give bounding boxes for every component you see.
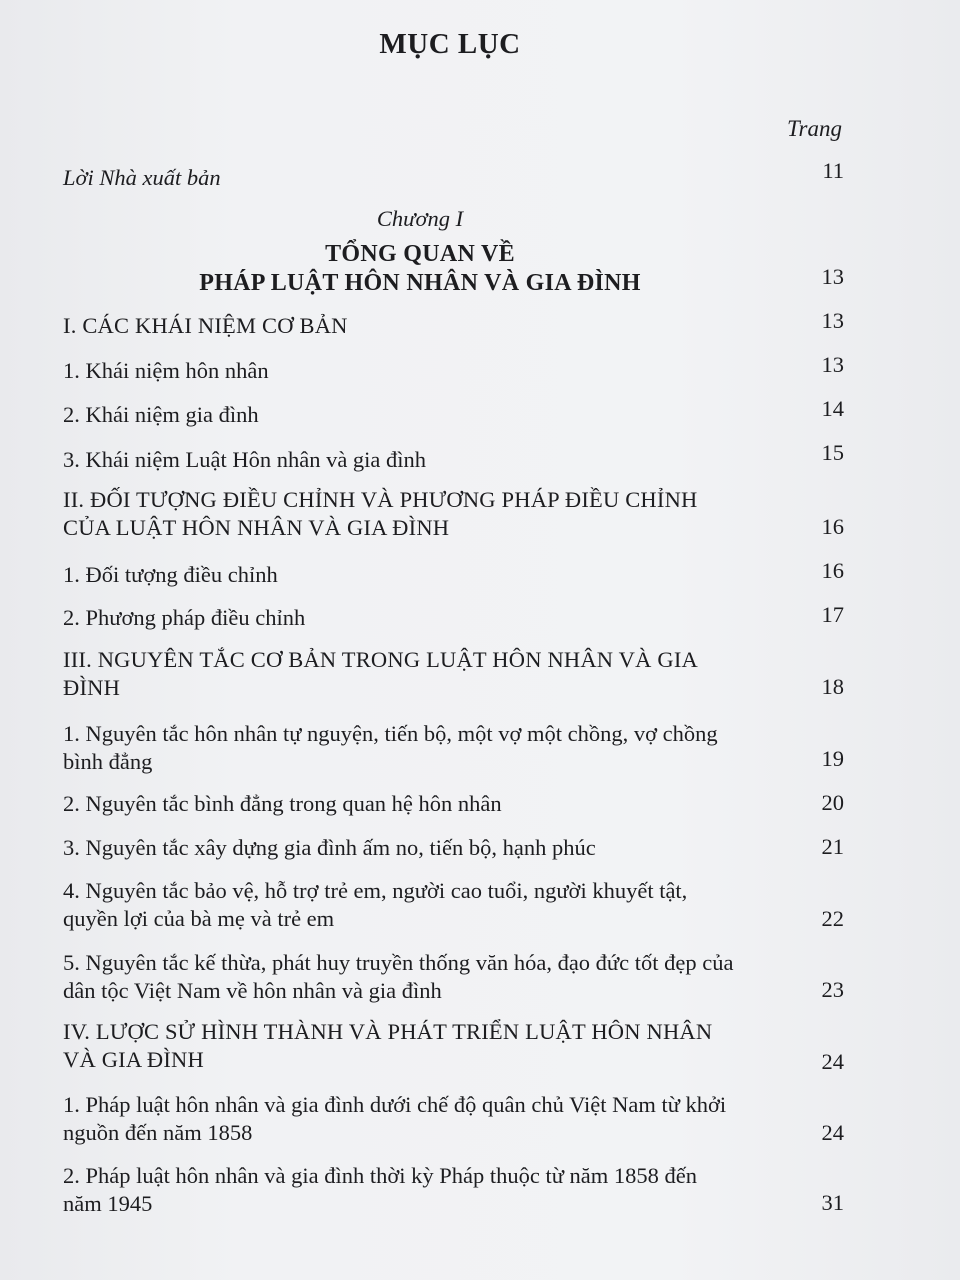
toc-section-heading: III. NGUYÊN TẮC CƠ BẢN TRONG LUẬT HÔN NHÂN VÀ GIA ĐÌNH bbox=[63, 647, 697, 700]
toc-entry: 2. Phương pháp điều chỉnh bbox=[63, 605, 306, 630]
toc-entry: 2. Khái niệm gia đình bbox=[63, 402, 259, 427]
page-column-label: Trang bbox=[787, 116, 842, 141]
chapter-title-line: PHÁP LUẬT HÔN NHÂN VÀ GIA ĐÌNH bbox=[199, 270, 641, 296]
toc-page-number: 20 bbox=[821, 790, 844, 815]
toc-page-number: 13 bbox=[821, 264, 844, 289]
toc-entry: 1. Khái niệm hôn nhân bbox=[63, 358, 269, 383]
page-title: MỤC LỤC bbox=[379, 28, 521, 60]
toc-page-number: 19 bbox=[821, 746, 844, 771]
toc-section-heading: IV. LƯỢC SỬ HÌNH THÀNH VÀ PHÁT TRIỂN LUẬT HÔN NHÂN VÀ GIA ĐÌNH bbox=[63, 1019, 713, 1072]
toc-entry: 1. Pháp luật hôn nhân và gia đình dưới chế độ quân chủ Việt Nam từ khởi nguồn đến năm 1858 bbox=[63, 1092, 727, 1145]
toc-page-number: 15 bbox=[821, 440, 844, 465]
toc-section-heading: II. ĐỐI TƯỢNG ĐIỀU CHỈNH VÀ PHƯƠNG PHÁP ĐIỀU CHỈNH CỦA LUẬT HÔN NHÂN VÀ GIA ĐÌNH bbox=[63, 487, 698, 540]
toc-entry: 1. Nguyên tắc hôn nhân tự nguyện, tiến bộ, một vợ một chồng, vợ chồng bình đẳng bbox=[63, 721, 718, 774]
toc-entry: 1. Đối tượng điều chỉnh bbox=[63, 562, 278, 587]
toc-entry: 3. Khái niệm Luật Hôn nhân và gia đình bbox=[63, 447, 427, 472]
toc-page-number: 23 bbox=[821, 977, 844, 1002]
toc-page-number: 18 bbox=[821, 674, 844, 699]
toc-entry: 2. Nguyên tắc bình đẳng trong quan hệ hôn nhân bbox=[63, 791, 502, 816]
toc-entry: 4. Nguyên tắc bảo vệ, hỗ trợ trẻ em, người cao tuổi, người khuyết tật, quyền lợi của bà mẹ và trẻ em bbox=[63, 878, 688, 931]
toc-entry: 5. Nguyên tắc kế thừa, phát huy truyền thống văn hóa, đạo đức tốt đẹp của dân tộc Việt Nam về hôn nhân và gia đình bbox=[63, 950, 734, 1003]
toc-entry: 3. Nguyên tắc xây dựng gia đình ấm no, tiến bộ, hạnh phúc bbox=[63, 835, 596, 860]
toc-page-number: 13 bbox=[821, 308, 844, 333]
toc-page-number: 21 bbox=[821, 834, 844, 859]
toc-page-number: 22 bbox=[821, 906, 844, 931]
toc-entry-preface: Lời Nhà xuất bản bbox=[63, 165, 221, 190]
chapter-title bbox=[0, 240, 840, 298]
toc-page-number: 17 bbox=[821, 602, 844, 627]
toc-page-number: 24 bbox=[821, 1120, 844, 1145]
chapter-label: Chương I bbox=[376, 206, 464, 231]
toc-page-number: 14 bbox=[821, 396, 844, 421]
toc-page-number: 11 bbox=[822, 158, 844, 183]
toc-entry: 2. Pháp luật hôn nhân và gia đình thời kỳ Pháp thuộc từ năm 1858 đến năm 1945 bbox=[63, 1163, 698, 1216]
toc-page-number: 31 bbox=[821, 1190, 844, 1215]
toc-page-number: 13 bbox=[821, 352, 844, 377]
chapter-title-line: TỔNG QUAN VỀ bbox=[325, 241, 515, 267]
toc-section-heading: I. CÁC KHÁI NIỆM CƠ BẢN bbox=[63, 313, 348, 338]
toc-page-number: 24 bbox=[821, 1049, 844, 1074]
toc-page-number: 16 bbox=[821, 514, 844, 539]
toc-page-number: 16 bbox=[821, 558, 844, 583]
